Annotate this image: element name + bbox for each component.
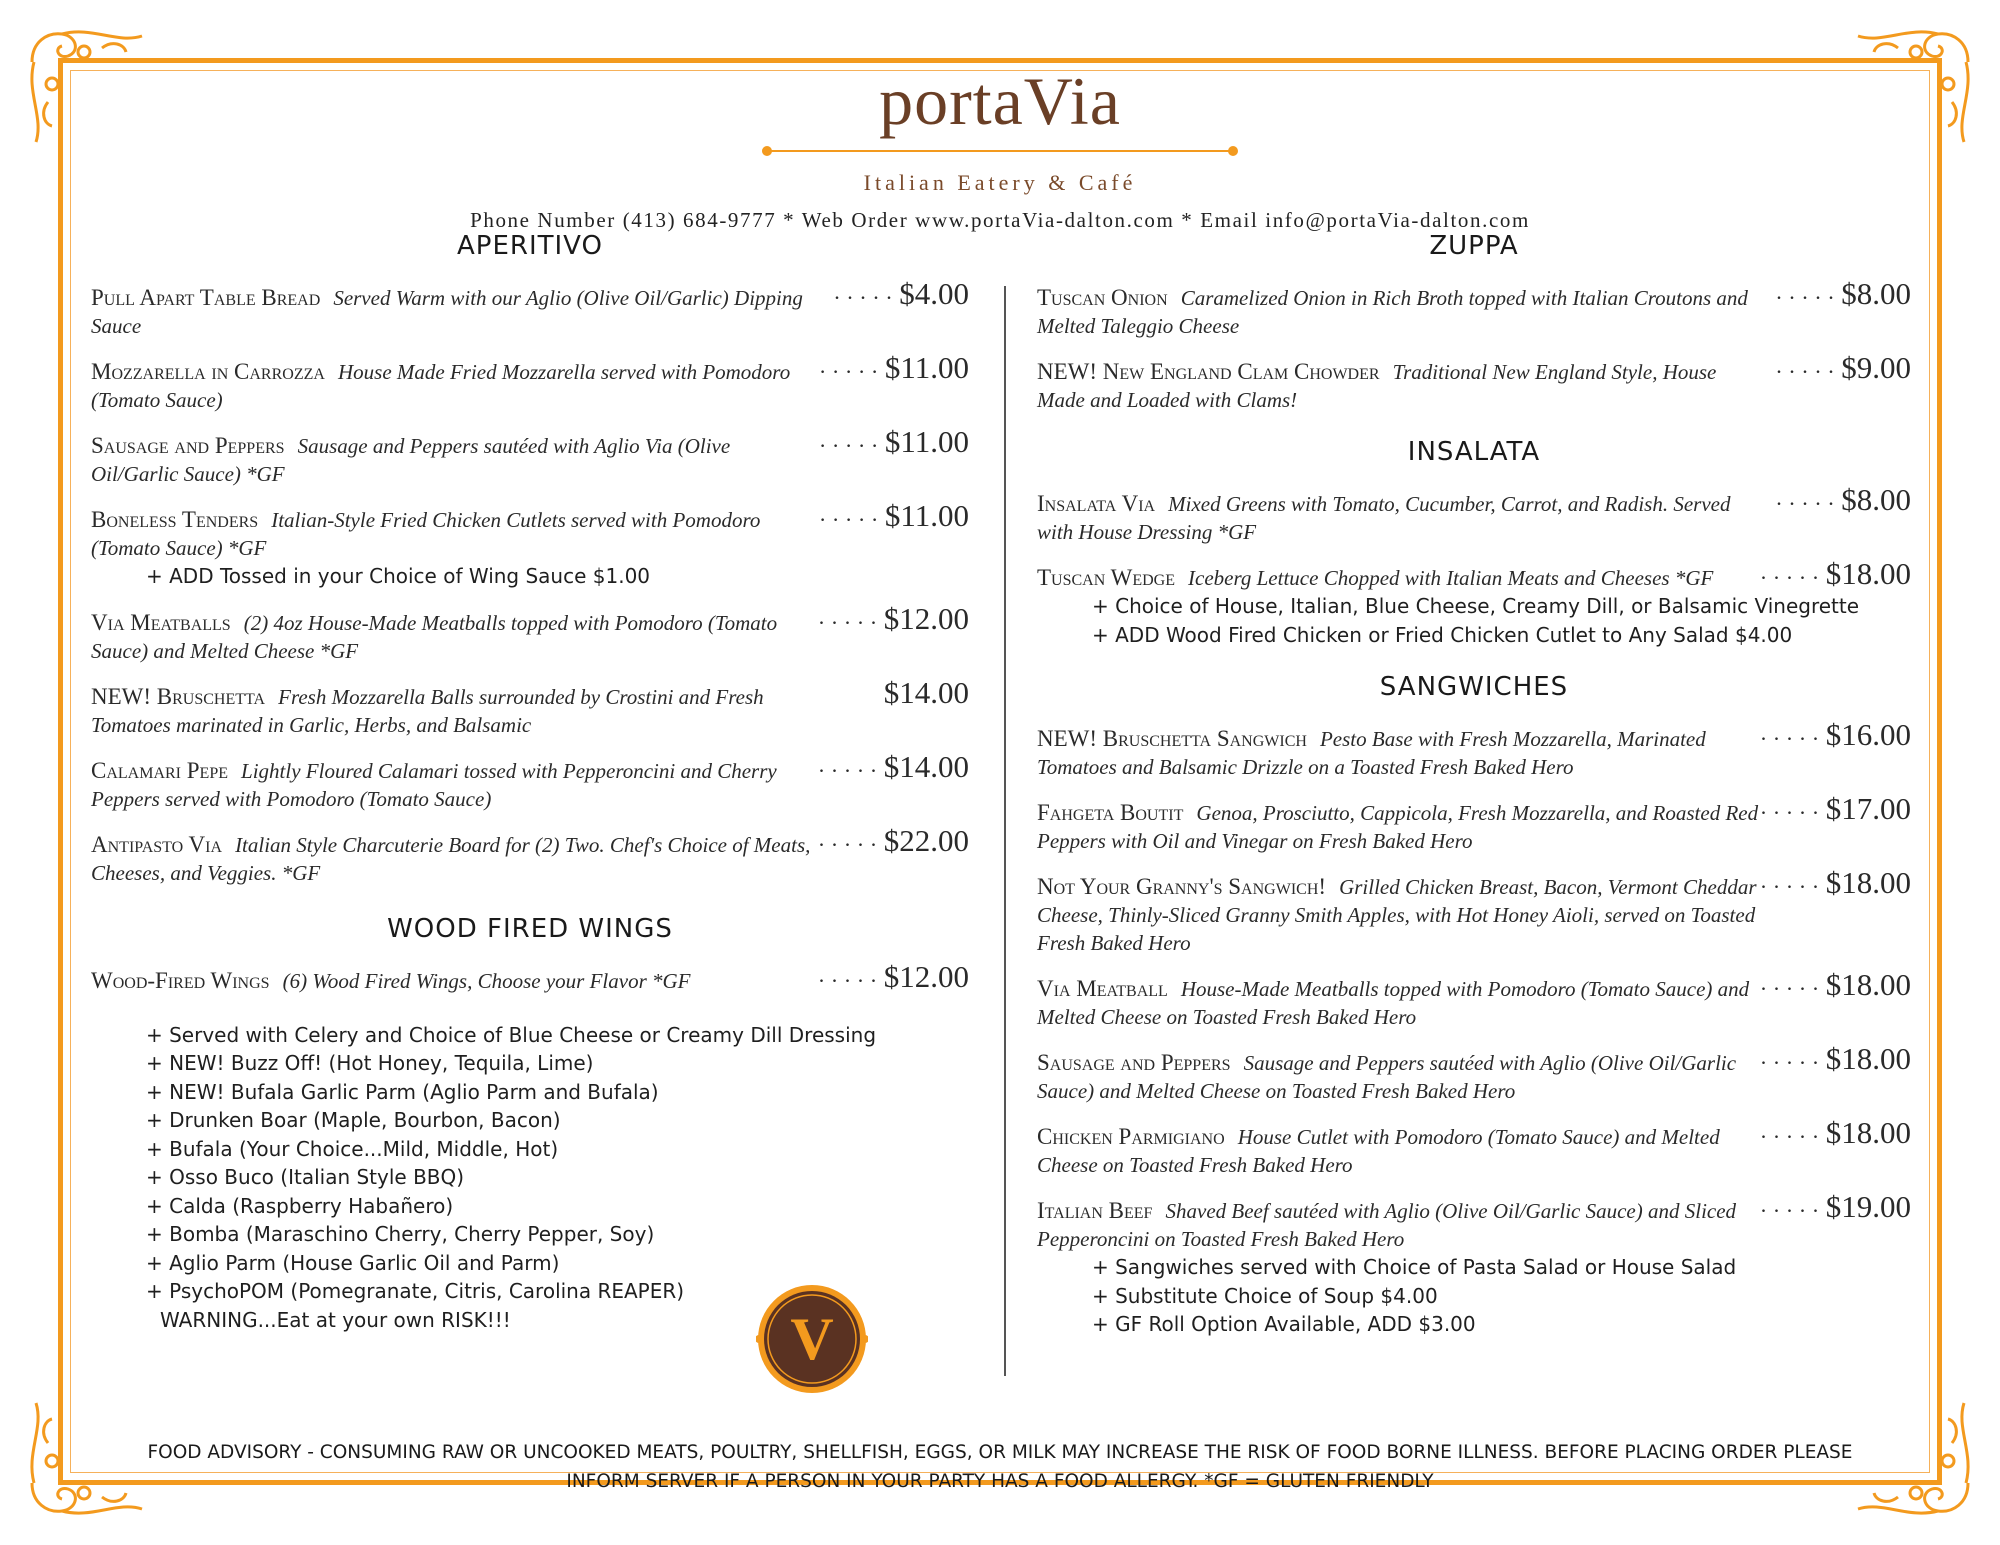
item-name: Chicken Parmigiano: [1037, 1124, 1225, 1149]
item-description: Shaved Beef sautéed with Aglio (Olive Oil/Garlic Sauce) and Sliced Pepperoncini on Toasted Fresh Baked Hero: [1037, 1199, 1737, 1251]
item-price: . . . $11.00: [820, 426, 969, 456]
list-item: + Osso Buco (Italian Style BBQ): [146, 1165, 465, 1189]
item-description: House Cutlet with Pomodoro (Tomato Sauce) and Melted Cheese on Toasted Fresh Baked Hero: [1037, 1125, 1720, 1177]
menu-item: [1037, 1115, 1911, 1179]
section-title-insalata: INSALATA: [1407, 437, 1541, 467]
item-name: Antipasto Via: [91, 831, 223, 857]
item-price: . . . $19.00: [1761, 1191, 1911, 1221]
item-name: Fahgeta Boutit: [1037, 800, 1184, 825]
food-advisory: [0, 1438, 2000, 1496]
insalata-list: [1037, 482, 1911, 592]
menu-item: [91, 350, 969, 414]
item-price: . . . $18.00: [1761, 1117, 1911, 1147]
brand-logo: portaVia: [879, 63, 1121, 139]
menu-item: [1037, 1189, 1911, 1253]
section-title-aperitivo: APERITIVO: [457, 231, 603, 261]
item-description: (2) 4oz House-Made Meatballs topped with Pomodoro (Tomato Sauce) and Melted Cheese *GF: [91, 610, 778, 663]
item-name: Not Your Granny's Sangwich!: [1037, 874, 1327, 899]
logo-divider-icon: [760, 144, 1240, 158]
item-price: . . . $22.00: [819, 825, 969, 855]
item-name: NEW! Bruschetta Sangwich: [1037, 726, 1307, 751]
list-item: + Served with Celery and Choice of Blue Cheese or Creamy Dill Dressing: [146, 1022, 877, 1047]
menu-item: [1037, 717, 1911, 781]
item-price: . . . $14.00: [819, 751, 969, 781]
item-description: Fresh Mozzarella Balls surrounded by Crostini and Fresh Tomatoes marinated in Garlic, Herbs, and Balsamic: [91, 684, 764, 737]
menu-item: [1037, 350, 1911, 414]
item-price: . . . $11.00: [820, 500, 969, 530]
item-description: Iceberg Lettuce Chopped with Italian Meats and Cheeses *GF: [1188, 566, 1714, 590]
item-name: Insalata Via: [1037, 491, 1156, 516]
list-item: + Drunken Boar (Maple, Bourbon, Bacon): [146, 1108, 561, 1132]
advisory-line-1: FOOD ADVISORY - CONSUMING RAW OR UNCOOKED MEATS, POULTRY, SHELLFISH, EGGS, OR MILK MAY INCREASE THE RISK OF FOOD BORNE ILLNESS. BEFORE PLACING ORDER PLEASE: [147, 1442, 1853, 1463]
zuppa-list: [1037, 276, 1911, 414]
left-column: [91, 226, 969, 1334]
item-name: NEW! New England Clam Chowder: [1037, 359, 1380, 384]
advisory-line-2: INFORM SERVER IF A PERSON IN YOUR PARTY HAS A FOOD ALLERGY. *GF = GLUTEN FRIENDLY: [566, 1471, 1434, 1492]
menu-item: [91, 600, 969, 665]
item-name: Boneless Tenders: [91, 507, 259, 532]
item-price: . . . $18.00: [1761, 969, 1911, 999]
list-item: + Calda (Raspberry Habañero): [146, 1193, 454, 1218]
list-item: + Choice of House, Italian, Blue Cheese, Creamy Dill, or Balsamic Vinegrette: [1092, 594, 1860, 618]
menu-item: [1037, 556, 1911, 592]
item-price: . . . $18.00: [1761, 867, 1911, 897]
item-name: Sausage and Peppers: [91, 433, 285, 458]
menu-item: [1037, 967, 1911, 1031]
aperitivo-list: [91, 276, 969, 887]
item-price: . . . $12.00: [819, 603, 969, 633]
item-price: . . . $18.00: [1761, 558, 1911, 588]
menu-item: [1037, 1041, 1911, 1105]
contact-info: Phone Number (413) 684-9777 * Web Order www.portaVia-dalton.com * Email info@portaVia-dalton.com: [470, 208, 1530, 232]
item-name: Sausage and Peppers: [1037, 1050, 1231, 1075]
item-price: . . . $16.00: [1761, 719, 1911, 749]
menu-item: [91, 424, 969, 488]
list-item: + PsychoPOM (Pomegranate, Citris, Carolina REAPER): [146, 1279, 685, 1303]
item-note: + ADD Tossed in your Choice of Wing Sauce $1.00: [146, 564, 651, 588]
item-price: . . . $4.00: [834, 278, 969, 308]
menu-item: [1037, 791, 1911, 855]
item-name: Wood-Fired Wings: [91, 967, 270, 993]
section-title-zuppa: ZUPPA: [1429, 231, 1519, 261]
item-description: Caramelized Onion in Rich Broth topped with Italian Croutons and Melted Taleggio Cheese: [1037, 286, 1748, 338]
sangwiches-list: [1037, 717, 1911, 1253]
menu-item: [91, 674, 969, 739]
item-name: Via Meatballs: [91, 609, 231, 635]
item-name: Pull Apart Table Bread: [91, 285, 321, 310]
list-item: + NEW! Bufala Garlic Parm (Aglio Parm and Bufala): [146, 1079, 659, 1104]
list-item: + Aglio Parm (House Garlic Oil and Parm): [146, 1250, 560, 1275]
v-logo-badge: [756, 1283, 868, 1395]
menu-item: [91, 276, 969, 340]
item-price: . . . $11.00: [820, 352, 969, 382]
list-item: + NEW! Buzz Off! (Hot Honey, Tequila, Lime): [146, 1051, 594, 1075]
item-price: . . . $17.00: [1761, 793, 1911, 823]
item-description: Sausage and Peppers sautéed with Aglio (Olive Oil/Garlic Sauce) and Melted Cheese on Toasted Fresh Baked Hero: [1037, 1051, 1737, 1103]
item-name: Tuscan Onion: [1037, 285, 1168, 310]
item-description: Pesto Base with Fresh Mozzarella, Marinated Tomatoes and Balsamic Drizzle on a Toasted Fresh Baked Hero: [1037, 727, 1706, 779]
badge-letter: V: [790, 1306, 834, 1372]
section-title-sangwiches: SANGWICHES: [1379, 672, 1569, 702]
menu-item: [91, 822, 969, 887]
column-divider: [1004, 286, 1006, 1376]
list-item: + Substitute Choice of Soup $4.00: [1092, 1283, 1438, 1308]
menu-item: [91, 498, 969, 562]
right-column: [1037, 226, 1911, 1339]
list-item: + ADD Wood Fired Chicken or Fried Chicken Cutlet to Any Salad $4.00: [1092, 622, 1793, 647]
item-name: NEW! Bruschetta: [91, 683, 266, 709]
tagline: Italian Eatery & Café: [863, 170, 1137, 195]
list-item: WARNING...Eat at your own RISK!!!: [160, 1307, 511, 1332]
item-description: Traditional New England Style, House Made and Loaded with Clams!: [1037, 360, 1717, 412]
item-price: . . . $9.00: [1776, 352, 1911, 382]
item-price: . . . $8.00: [1776, 484, 1911, 514]
section-title-wings: WOOD FIRED WINGS: [387, 913, 673, 944]
list-item: + Sangwiches served with Choice of Pasta Salad or House Salad: [1092, 1255, 1737, 1279]
item-name: Tuscan Wedge: [1037, 565, 1175, 590]
item-price: . . . $8.00: [1776, 278, 1911, 308]
item-description: Grilled Chicken Breast, Bacon, Vermont Cheddar Cheese, Thinly-Sliced Granny Smith Apples, with Hot Honey Aioli, served on Toasted Fresh Baked Hero: [1037, 875, 1757, 955]
menu-item: [91, 748, 969, 813]
list-item: + Bomba (Maraschino Cherry, Cherry Pepper, Soy): [146, 1222, 655, 1246]
item-name: Mozzarella in Carrozza: [91, 359, 325, 384]
item-description: Sausage and Peppers sautéed with Aglio Via (Olive Oil/Garlic Sauce) *GF: [91, 434, 731, 486]
item-description: Italian Style Charcuterie Board for (2) Two. Chef's Choice of Meats, Cheeses, and Veggies. *GF: [91, 832, 811, 885]
item-description: Mixed Greens with Tomato, Cucumber, Carrot, and Radish. Served with House Dressing *GF: [1037, 492, 1731, 544]
menu-item: [91, 958, 969, 995]
item-description: House Made Fried Mozzarella served with Pomodoro (Tomato Sauce): [91, 360, 791, 412]
menu-item: [1037, 482, 1911, 546]
list-item: + Bufala (Your Choice...Mild, Middle, Hot): [146, 1136, 559, 1161]
list-item: + GF Roll Option Available, ADD $3.00: [1092, 1312, 1476, 1336]
item-name: Calamari Pepe: [91, 757, 228, 783]
item-name: Italian Beef: [1037, 1198, 1153, 1223]
item-price: $14.00: [883, 674, 969, 710]
item-description: House-Made Meatballs topped with Pomodoro (Tomato Sauce) and Melted Cheese on Toasted Fresh Baked Hero: [1037, 977, 1750, 1029]
item-description: (6) Wood Fired Wings, Choose your Flavor *GF: [282, 968, 691, 993]
item-description: Italian-Style Fried Chicken Cutlets served with Pomodoro (Tomato Sauce) *GF: [91, 508, 761, 560]
insalata-notes: [1037, 592, 1911, 649]
item-name: Via Meatball: [1037, 976, 1168, 1001]
menu-item: [1037, 276, 1911, 340]
item-price: . . . $18.00: [1761, 1043, 1911, 1073]
item-price: . . . $12.00: [819, 961, 969, 991]
item-description: Genoa, Prosciutto, Cappicola, Fresh Mozzarella, and Roasted Red Peppers with Oil and Vinegar on Fresh Baked Hero: [1037, 801, 1759, 853]
menu-item: [1037, 865, 1911, 957]
sangwiches-notes: [1037, 1253, 1911, 1339]
item-description: Served Warm with our Aglio (Olive Oil/Garlic) Dipping Sauce: [91, 286, 803, 338]
item-description: Lightly Floured Calamari tossed with Pepperoncini and Cherry Peppers served with Pomodoro (Tomato Sauce): [91, 758, 777, 811]
menu-header: [0, 62, 2000, 233]
